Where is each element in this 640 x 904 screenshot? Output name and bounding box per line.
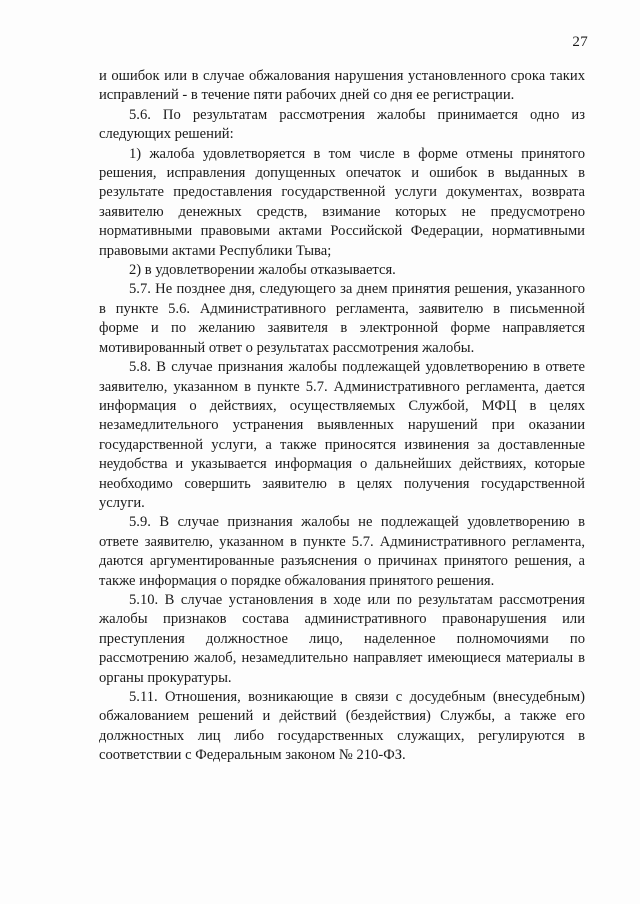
paragraph-5-6-item-2: 2) в удовлетворении жалобы отказывается.	[129, 262, 396, 279]
paragraph-5-6: 5.6. По результатам рассмотрения жалобы принимается одно из следующих решений:	[99, 106, 585, 143]
paragraph-5-7: 5.7. Не позднее дня, следующего за днем принятия решения, указанного в пункте 5.6. Административного регламента, заявителю в письменной форме и по желанию заявителя в электронной форме направляется мотивированный ответ о результатах рассмотрения жалобы.	[99, 281, 585, 356]
paragraph-5-10: 5.10. В случае установления в ходе или по результатам рассмотрения жалобы признаков состава административного правонарушения или преступления должностное лицо, наделенное полномочиями по рассмотрению жалоб, незамедлительно направляет имеющиеся материалы в органы прокуратуры.	[99, 591, 585, 686]
paragraph-continuation: и ошибок или в случае обжалования нарушения установленного срока таких исправлений - в течение пяти рабочих дней со дня ее регистрации.	[99, 68, 585, 104]
paragraph-5-8: 5.8. В случае признания жалобы подлежащей удовлетворению в ответе заявителю, указанном в пункте 5.7. Административного регламента, дается информация о действиях, осуществляемых Службой, МФЦ в целях незамедлительного устранения выявленных нарушений при оказании государственной услуги, а также приносятся извинения за доставленные неудобства и указывается информация о дальнейших действиях, которые необходимо совершить заявителю в целях получения государственной услуги.	[99, 359, 585, 511]
paragraph-5-6-item-1: 1) жалоба удовлетворяется в том числе в форме отмены принятого решения, исправления допущенных опечаток и ошибок в выданных в результате предоставления государственной услуги документах, возврата заявителю денежных средств, взимание которых не предусмотрено нормативными правовыми актами Российской Федерации, нормативными правовыми актами Республики Тыва;	[99, 145, 585, 259]
page-number: 27	[572, 34, 588, 50]
document-body	[99, 67, 585, 766]
paragraph-5-11: 5.11. Отношения, возникающие в связи с досудебным (внесудебным) обжалованием решений и действий (бездействия) Службы, а также его должностных лиц либо государственных служащих, регулируются в соответствии с Федеральным законом № 210-ФЗ.	[99, 689, 585, 764]
paragraph-5-9: 5.9. В случае признания жалобы не подлежащей удовлетворению в ответе заявителю, указанном в пункте 5.7. Административного регламента, даются аргументированные разъяснения о причинах принятого решения, а также информация о порядке обжалования принятого решения.	[99, 514, 585, 589]
